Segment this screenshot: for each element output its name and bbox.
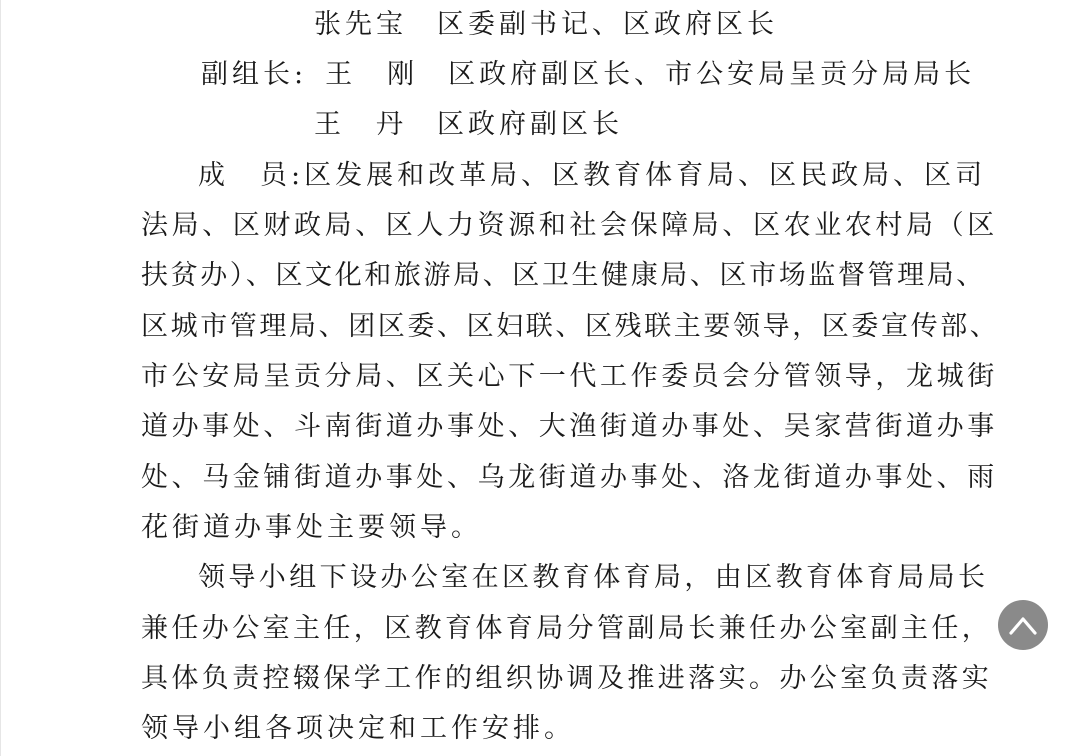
arrow-up-icon <box>1008 614 1038 636</box>
deputy-title-1: 区政府副区长、市公安局呈贡分局局长 <box>448 59 976 90</box>
members-line-1 <box>198 159 986 193</box>
deputy-label: 副组长: <box>201 59 308 90</box>
office-line-4: 领导小组各项决定和工作安排。 <box>141 713 575 744</box>
members-text-1: 区发展和改革局、区教育体育局、区民政局、区司 <box>304 160 987 191</box>
leader-line <box>314 8 778 42</box>
deputy-name-2: 王 丹 <box>314 109 407 140</box>
leader-name: 张先宝 <box>314 9 407 40</box>
office-line-2: 兼任办公室主任，区教育体育局分管副局长兼任办公室副主任， <box>141 613 993 644</box>
scroll-to-top-button[interactable] <box>998 600 1048 650</box>
members-line-2: 法局、区财政局、区人力资源和社会保障局、区农业农村局（区 <box>141 210 998 241</box>
members-line-3: 扶贫办）、区文化和旅游局、区卫生健康局、区市场监督管理局、 <box>141 260 986 291</box>
deputy-line-1 <box>201 58 975 92</box>
deputy-title-2: 区政府副区长 <box>437 109 623 140</box>
members-line-5: 市公安局呈贡分局、区关心下一代工作委员会分管领导，龙城街 <box>141 361 998 392</box>
members-line-6: 道办事处、斗南街道办事处、大渔街道办事处、吴家营街道办事 <box>141 411 998 442</box>
members-line-8: 花街道办事处主要领导。 <box>141 512 482 543</box>
members-label: 成 员: <box>198 160 305 191</box>
office-line-1: 领导小组下设办公室在区教育体育局，由区教育体育局局长 <box>198 562 989 593</box>
members-line-7: 处、马金铺街道办事处、乌龙街道办事处、洛龙街道办事处、雨 <box>141 462 998 493</box>
deputy-name-1: 王 刚 <box>325 59 419 90</box>
office-line-3: 具体负责控辍保学工作的组织协调及推进落实。办公室负责落实 <box>141 663 993 694</box>
members-line-4: 区城市管理局、团区委、区妇联、区残联主要领导，区委宣传部、 <box>141 311 1000 342</box>
deputy-line-2 <box>314 108 623 142</box>
leader-title: 区委副书记、区政府区长 <box>437 9 778 40</box>
